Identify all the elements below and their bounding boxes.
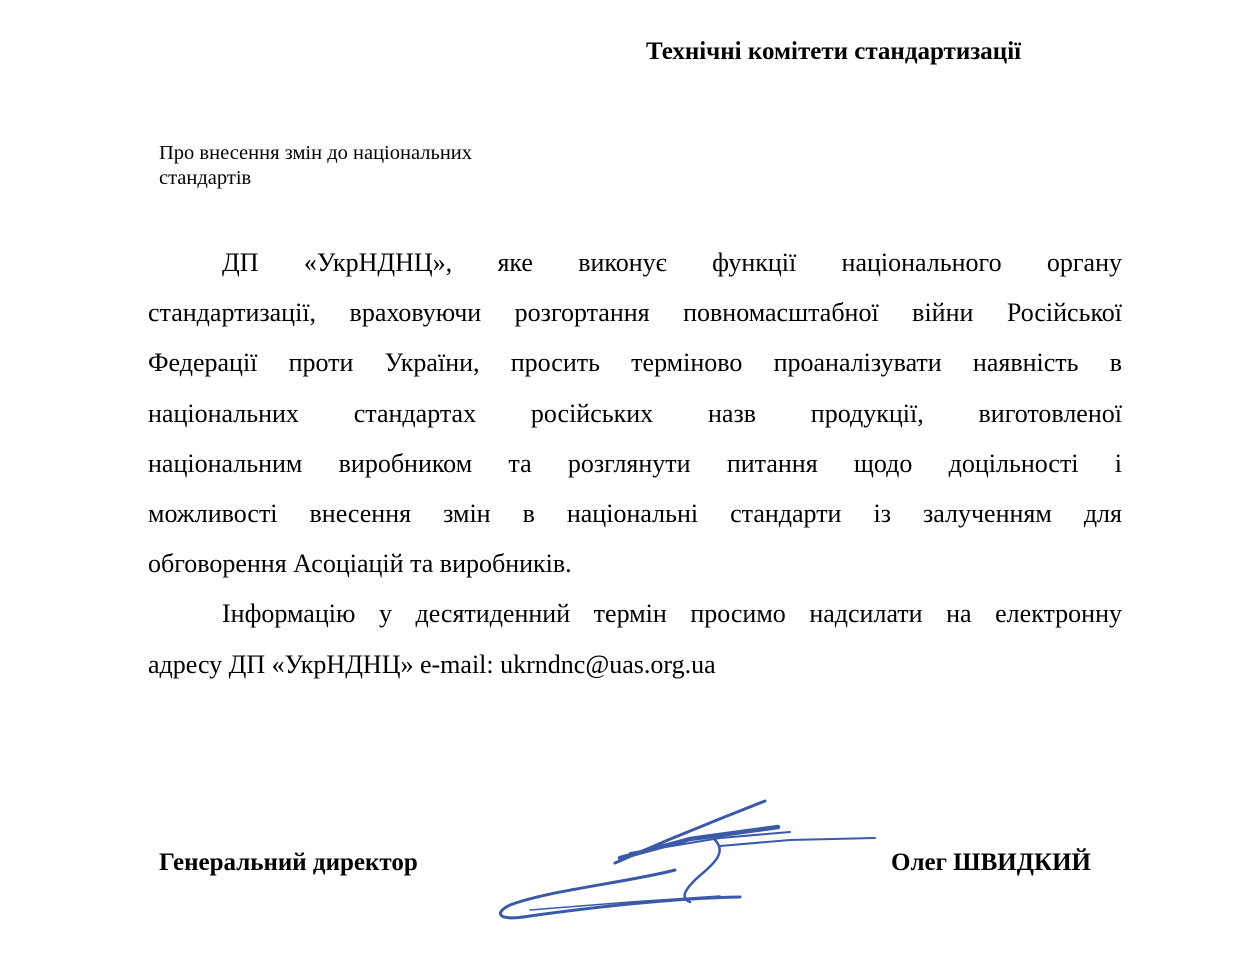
subject-line-2: стандартів bbox=[159, 167, 252, 189]
body-paragraph-1 bbox=[148, 238, 1122, 589]
signatory-name: Олег ШВИДКИЙ bbox=[891, 849, 1091, 876]
signatory-title: Генеральний директор bbox=[159, 849, 418, 876]
body-paragraph-2 bbox=[148, 589, 1122, 689]
paragraph-line: можливості внесення змін в національні стандарти із залученням для bbox=[148, 499, 1122, 529]
paragraph-line: Федерації проти України, просить терміново проаналізувати наявність в bbox=[148, 348, 1122, 378]
subject-line bbox=[159, 141, 472, 191]
paragraph-line: Інформацію у десятиденний термін просимо надсилати на електронну bbox=[222, 599, 1122, 629]
paragraph-line: ДП «УкрНДНЦ», яке виконує функції національного органу bbox=[222, 248, 1122, 277]
subject-line-1: Про внесення змін до національних bbox=[159, 142, 473, 164]
paragraph-line: національних стандартах російських назв продукції, виготовленої bbox=[148, 398, 1122, 428]
paragraph-line: національним виробником та розглянути питання щодо доцільності і bbox=[148, 448, 1122, 478]
letter-body bbox=[148, 238, 1122, 690]
paragraph-line: адресу ДП «УкрНДНЦ» e-mail: ukrndnc@uas.org.ua bbox=[148, 649, 716, 679]
recipient-heading: Технічні комітети стандартизації bbox=[646, 38, 1022, 65]
paragraph-line: стандартизації, враховуючи розгортання повномасштабної війни Російської bbox=[148, 298, 1122, 328]
paragraph-line: обговорення Асоціацій та виробників. bbox=[148, 549, 572, 579]
handwritten-signature bbox=[490, 790, 890, 935]
